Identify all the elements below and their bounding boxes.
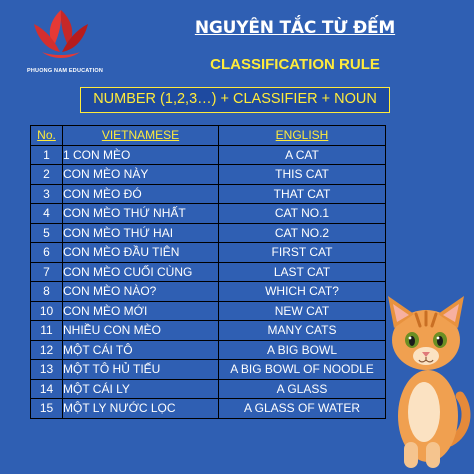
brand-logo — [10, 6, 110, 76]
row-number: 2 — [31, 165, 63, 185]
row-number: 14 — [31, 379, 63, 399]
row-english: CAT NO.2 — [219, 223, 386, 243]
brand-name: PHUONG NAM EDUCATION — [26, 68, 103, 74]
table-row — [31, 282, 386, 302]
row-vietnamese: CON MÈO ĐẦU TIÊN — [63, 243, 219, 263]
table-row — [31, 243, 386, 263]
row-english: A GLASS — [219, 379, 386, 399]
row-english: FIRST CAT — [219, 243, 386, 263]
column-header-vietnamese: VIETNAMESE — [63, 126, 219, 146]
row-number: 13 — [31, 360, 63, 380]
classification-table — [30, 125, 386, 419]
row-number: 8 — [31, 282, 63, 302]
row-vietnamese: MỘT CÁI TÔ — [63, 340, 219, 360]
row-vietnamese: CON MÈO THỨ NHẤT — [63, 204, 219, 224]
row-vietnamese: CON MÈO NÀY — [63, 165, 219, 185]
table-header-row — [31, 126, 386, 146]
row-english: A BIG BOWL — [219, 340, 386, 360]
row-english: MANY CATS — [219, 321, 386, 341]
table-row — [31, 301, 386, 321]
row-english: WHICH CAT? — [219, 282, 386, 302]
column-header-english: ENGLISH — [219, 126, 386, 146]
row-number: 3 — [31, 184, 63, 204]
table-row — [31, 399, 386, 419]
row-vietnamese: CON MÈO NÀO? — [63, 282, 219, 302]
row-number: 5 — [31, 223, 63, 243]
table-row — [31, 145, 386, 165]
table-row — [31, 262, 386, 282]
column-header-no: No. — [31, 126, 63, 146]
row-vietnamese: CON MÈO ĐÓ — [63, 184, 219, 204]
table-row — [31, 379, 386, 399]
row-english: CAT NO.1 — [219, 204, 386, 224]
lotus-logo-icon — [28, 6, 94, 66]
row-number: 15 — [31, 399, 63, 419]
row-vietnamese: 1 CON MÈO — [63, 145, 219, 165]
page-subtitle: CLASSIFICATION RULE — [210, 56, 380, 73]
row-number: 7 — [31, 262, 63, 282]
row-number: 10 — [31, 301, 63, 321]
row-vietnamese: CON MÈO MỚI — [63, 301, 219, 321]
row-english: NEW CAT — [219, 301, 386, 321]
row-english: A BIG BOWL OF NOODLE — [219, 360, 386, 380]
kitten-illustration — [380, 292, 472, 470]
row-english: A GLASS OF WATER — [219, 399, 386, 419]
row-number: 1 — [31, 145, 63, 165]
row-vietnamese: CON MÈO CUỐI CÙNG — [63, 262, 219, 282]
row-number: 6 — [31, 243, 63, 263]
row-vietnamese: MỘT CÁI LY — [63, 379, 219, 399]
row-vietnamese: MỘT TÔ HỦ TIẾU — [63, 360, 219, 380]
row-vietnamese: MỘT LY NƯỚC LỌC — [63, 399, 219, 419]
table-row — [31, 204, 386, 224]
row-vietnamese: CON MÈO THỨ HAI — [63, 223, 219, 243]
row-number: 11 — [31, 321, 63, 341]
table-row — [31, 360, 386, 380]
table-row — [31, 184, 386, 204]
row-english: THAT CAT — [219, 184, 386, 204]
table-row — [31, 340, 386, 360]
table-row — [31, 321, 386, 341]
row-english: A CAT — [219, 145, 386, 165]
table-row — [31, 223, 386, 243]
row-number: 4 — [31, 204, 63, 224]
row-vietnamese: NHIỀU CON MÈO — [63, 321, 219, 341]
table-row — [31, 165, 386, 185]
page-title: NGUYÊN TẮC TỪ ĐẾM — [194, 18, 396, 38]
row-number: 12 — [31, 340, 63, 360]
row-english: THIS CAT — [219, 165, 386, 185]
row-english: LAST CAT — [219, 262, 386, 282]
formula-box: NUMBER (1,2,3…) + CLASSIFIER + NOUN — [80, 87, 390, 113]
